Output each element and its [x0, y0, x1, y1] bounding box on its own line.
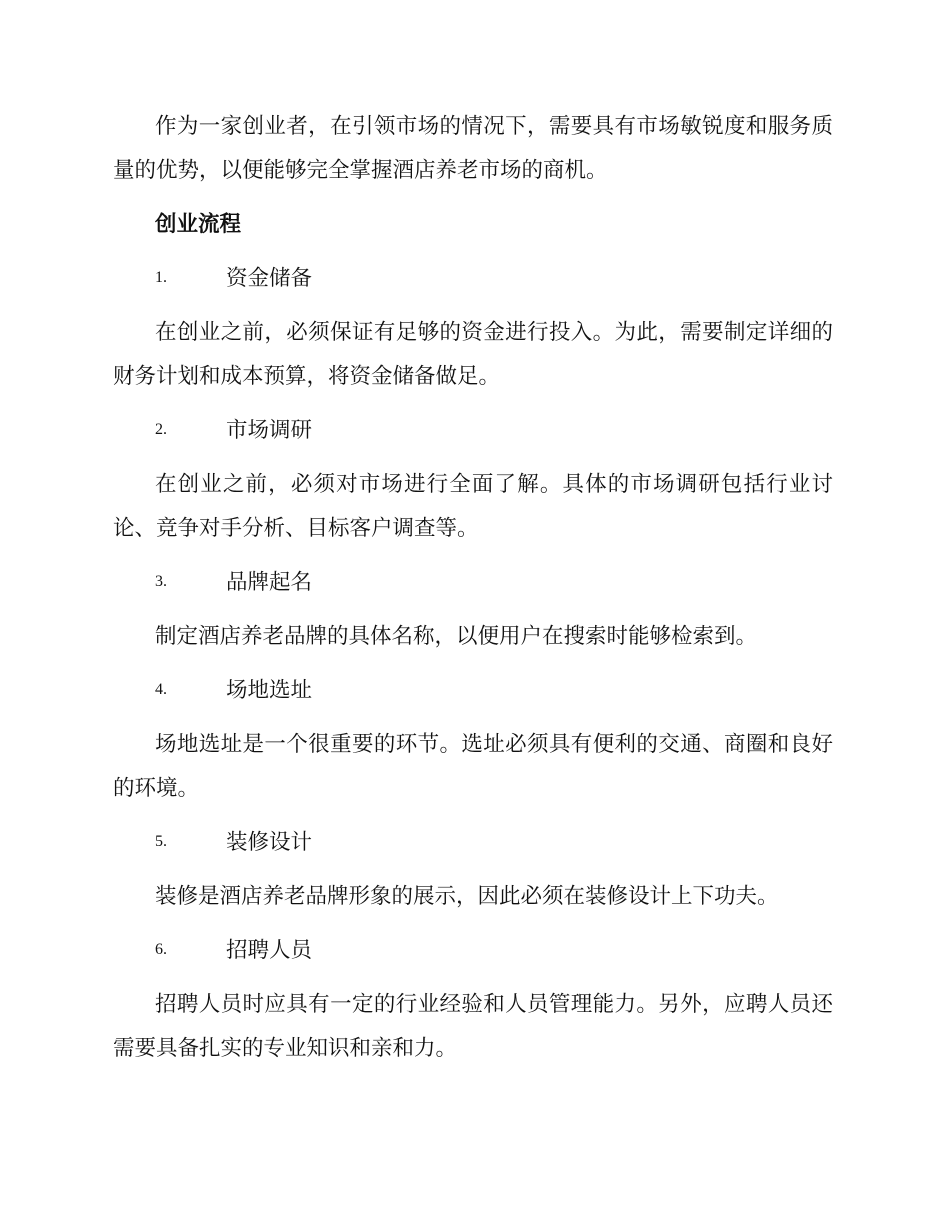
step-paragraph: 装修是酒店养老品牌形象的展示，因此必须在装修设计上下功夫。 — [155, 884, 779, 908]
intro-paragraph: 作为一家创业者，在引领市场的情况下，需要具有市场敏锐度和服务质量的优势，以便能够完全掌握酒店养老市场的商机。 — [113, 114, 833, 182]
step-number: 6. — [155, 941, 167, 958]
step-paragraph: 在创业之前，必须保证有足够的资金进行投入。为此，需要制定详细的财务计划和成本预算，将资金储备做足。 — [113, 320, 833, 388]
step-title: 场地选址 — [226, 678, 313, 702]
step-title-row — [113, 668, 833, 712]
step-number: 5. — [155, 833, 167, 850]
step-paragraph: 制定酒店养老品牌的具体名称，以便用户在搜索时能够检索到。 — [155, 624, 758, 648]
step-title-row — [113, 560, 833, 604]
step-title: 招聘人员 — [226, 938, 313, 962]
step-title: 品牌起名 — [226, 570, 313, 594]
step-title-row — [113, 820, 833, 864]
step-title-row — [113, 408, 833, 452]
step-title: 资金储备 — [226, 266, 313, 290]
step-paragraph: 招聘人员时应具有一定的行业经验和人员管理能力。另外，应聘人员还需要具备扎实的专业知识和亲和力。 — [113, 992, 833, 1060]
step-title: 装修设计 — [226, 830, 313, 854]
step-title-row — [113, 256, 833, 300]
step-number: 4. — [155, 681, 167, 698]
document-page — [113, 104, 833, 1080]
step-title-row — [113, 928, 833, 972]
step-paragraph: 场地选址是一个很重要的环节。选址必须具有便利的交通、商圈和良好的环境。 — [113, 732, 833, 800]
step-number: 2. — [155, 421, 167, 438]
step-paragraph: 在创业之前，必须对市场进行全面了解。具体的市场调研包括行业讨论、竞争对手分析、目标客户调查等。 — [113, 472, 833, 540]
step-number: 3. — [155, 573, 167, 590]
section-heading: 创业流程 — [155, 212, 242, 236]
step-title: 市场调研 — [226, 418, 313, 442]
step-number: 1. — [155, 269, 167, 286]
